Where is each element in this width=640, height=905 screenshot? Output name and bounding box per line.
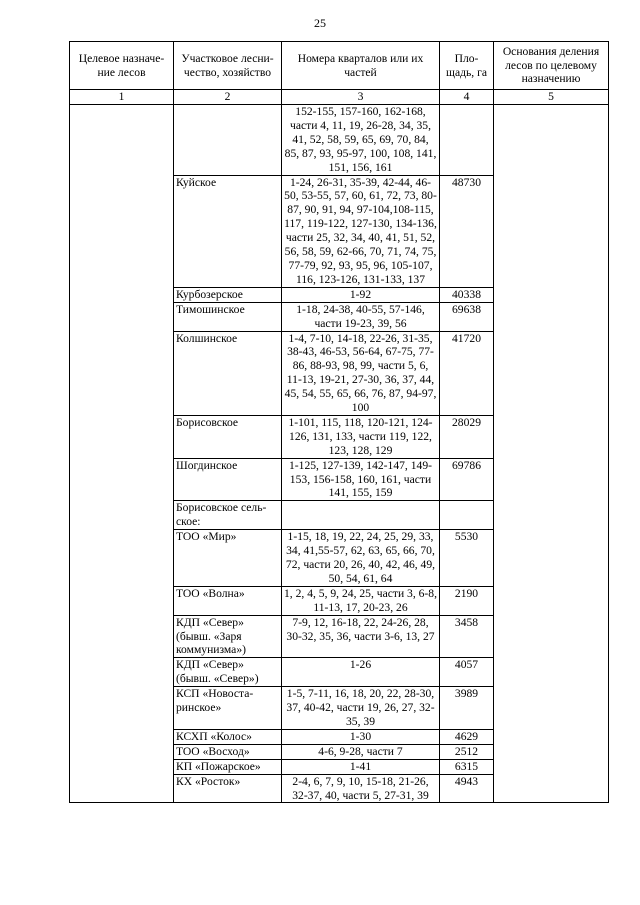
quarter-numbers: 7-9, 12, 16-18, 22, 24-26, 28, 30-32, 35, 36, части 3-6, 13, 27 [282,615,440,658]
forestry-name: Борисовское [174,415,282,458]
forestry-name: КДП «Север» (бывш. «Север») [174,658,282,687]
area-value [440,105,494,176]
page-number: 25 [314,16,326,30]
header-forestry: Участковое лесни-чество, хозяйство [174,42,282,90]
forestry-name: КСХП «Колос» [174,729,282,744]
area-value: 6315 [440,759,494,774]
area-value: 28029 [440,415,494,458]
quarter-numbers: 1-92 [282,287,440,302]
quarter-numbers [282,501,440,530]
table-body [70,105,609,803]
quarter-numbers: 1-18, 24-38, 40-55, 57-146, части 19-23, 39, 56 [282,302,440,331]
area-value: 48730 [440,175,494,287]
table-header-row [70,42,609,90]
forestry-name: КДП «Север» (бывш. «Заря коммунизма») [174,615,282,658]
column-number: 5 [494,90,609,105]
forestry-name: Куйское [174,175,282,287]
forest-table [69,41,609,803]
quarter-numbers: 1-4, 7-10, 14-18, 22-26, 31-35, 38-43, 46-53, 56-64, 67-75, 77-86, 88-93, 98, 99, части 5, 6, 11-13, 19-21, 27-30, 36, 37, 44, 45, 54, 55, 65, 66, 76, 87, 94-97, 100 [282,331,440,415]
quarter-numbers: 1-30 [282,729,440,744]
forestry-name: КСП «Новоста-ринское» [174,687,282,730]
area-value: 41720 [440,331,494,415]
quarter-numbers: 1-26 [282,658,440,687]
forestry-name: Колшинское [174,331,282,415]
area-value: 4943 [440,774,494,803]
area-value: 69786 [440,458,494,501]
forestry-name: Шогдинское [174,458,282,501]
header-quarters: Номера кварталов или их частей [282,42,440,90]
header-basis: Основания деления лесов по целевому назначению [494,42,609,90]
area-value: 69638 [440,302,494,331]
forestry-name: Курбозерское [174,287,282,302]
column-number: 1 [70,90,174,105]
forestry-name: ТОО «Мир» [174,530,282,587]
quarter-numbers: 1-5, 7-11, 16, 18, 20, 22, 28-30, 37, 40-42, части 19, 26, 27, 32-35, 39 [282,687,440,730]
forestry-name: Борисовское сель-ское: [174,501,282,530]
quarter-numbers: 2-4, 6, 7, 9, 10, 15-18, 21-26, 32-37, 40, части 5, 27-31, 39 [282,774,440,803]
column-number-row [70,90,609,105]
header-purpose: Целевое назначе-ние лесов [70,42,174,90]
quarter-numbers: 1-15, 18, 19, 22, 24, 25, 29, 33, 34, 41,55-57, 62, 63, 65, 66, 70, 72, части 20, 26, 40, 42, 46, 49, 50, 54, 61, 64 [282,530,440,587]
area-value: 2512 [440,744,494,759]
purpose-cell [70,105,174,803]
column-number: 3 [282,90,440,105]
header-area: Пло-щадь, га [440,42,494,90]
area-value: 3458 [440,615,494,658]
forestry-name: Тимошинское [174,302,282,331]
column-number: 2 [174,90,282,105]
quarter-numbers: 1-24, 26-31, 35-39, 42-44, 46-50, 53-55, 57, 60, 61, 72, 73, 80-87, 90, 91, 94, 97-104,108-115, 117, 119-122, 127-130, 134-136, части 25, 32, 34, 40, 41, 51, 52, 56, 58, 59, 62-66, 70, 71, 74, 75, 77-79, 92, 93, 95, 96, 105-107, 116, 123-126, 131-133, 137 [282,175,440,287]
area-value: 4629 [440,729,494,744]
basis-cell [494,105,609,803]
table-row [70,105,609,176]
forestry-name: ТОО «Восход» [174,744,282,759]
forestry-name: КП «Пожарское» [174,759,282,774]
area-value: 2190 [440,586,494,615]
area-value: 3989 [440,687,494,730]
quarter-numbers: 4-6, 9-28, части 7 [282,744,440,759]
quarter-numbers: 1, 2, 4, 5, 9, 24, 25, части 3, 6-8, 11-13, 17, 20-23, 26 [282,586,440,615]
area-value: 5530 [440,530,494,587]
quarter-numbers: 1-125, 127-139, 142-147, 149-153, 156-158, 160, 161, части 141, 155, 159 [282,458,440,501]
forestry-name [174,105,282,176]
quarter-numbers: 152-155, 157-160, 162-168, части 4, 11, 19, 26-28, 34, 35, 41, 52, 58, 59, 65, 69, 70, 84, 85, 87, 93, 95-97, 100, 108, 141, 151, 156, 161 [282,105,440,176]
area-value [440,501,494,530]
forestry-name: ТОО «Волна» [174,586,282,615]
area-value: 40338 [440,287,494,302]
area-value: 4057 [440,658,494,687]
forestry-name: КХ «Росток» [174,774,282,803]
column-number: 4 [440,90,494,105]
quarter-numbers: 1-101, 115, 118, 120-121, 124-126, 131, 133, части 119, 122, 123, 128, 129 [282,415,440,458]
quarter-numbers: 1-41 [282,759,440,774]
